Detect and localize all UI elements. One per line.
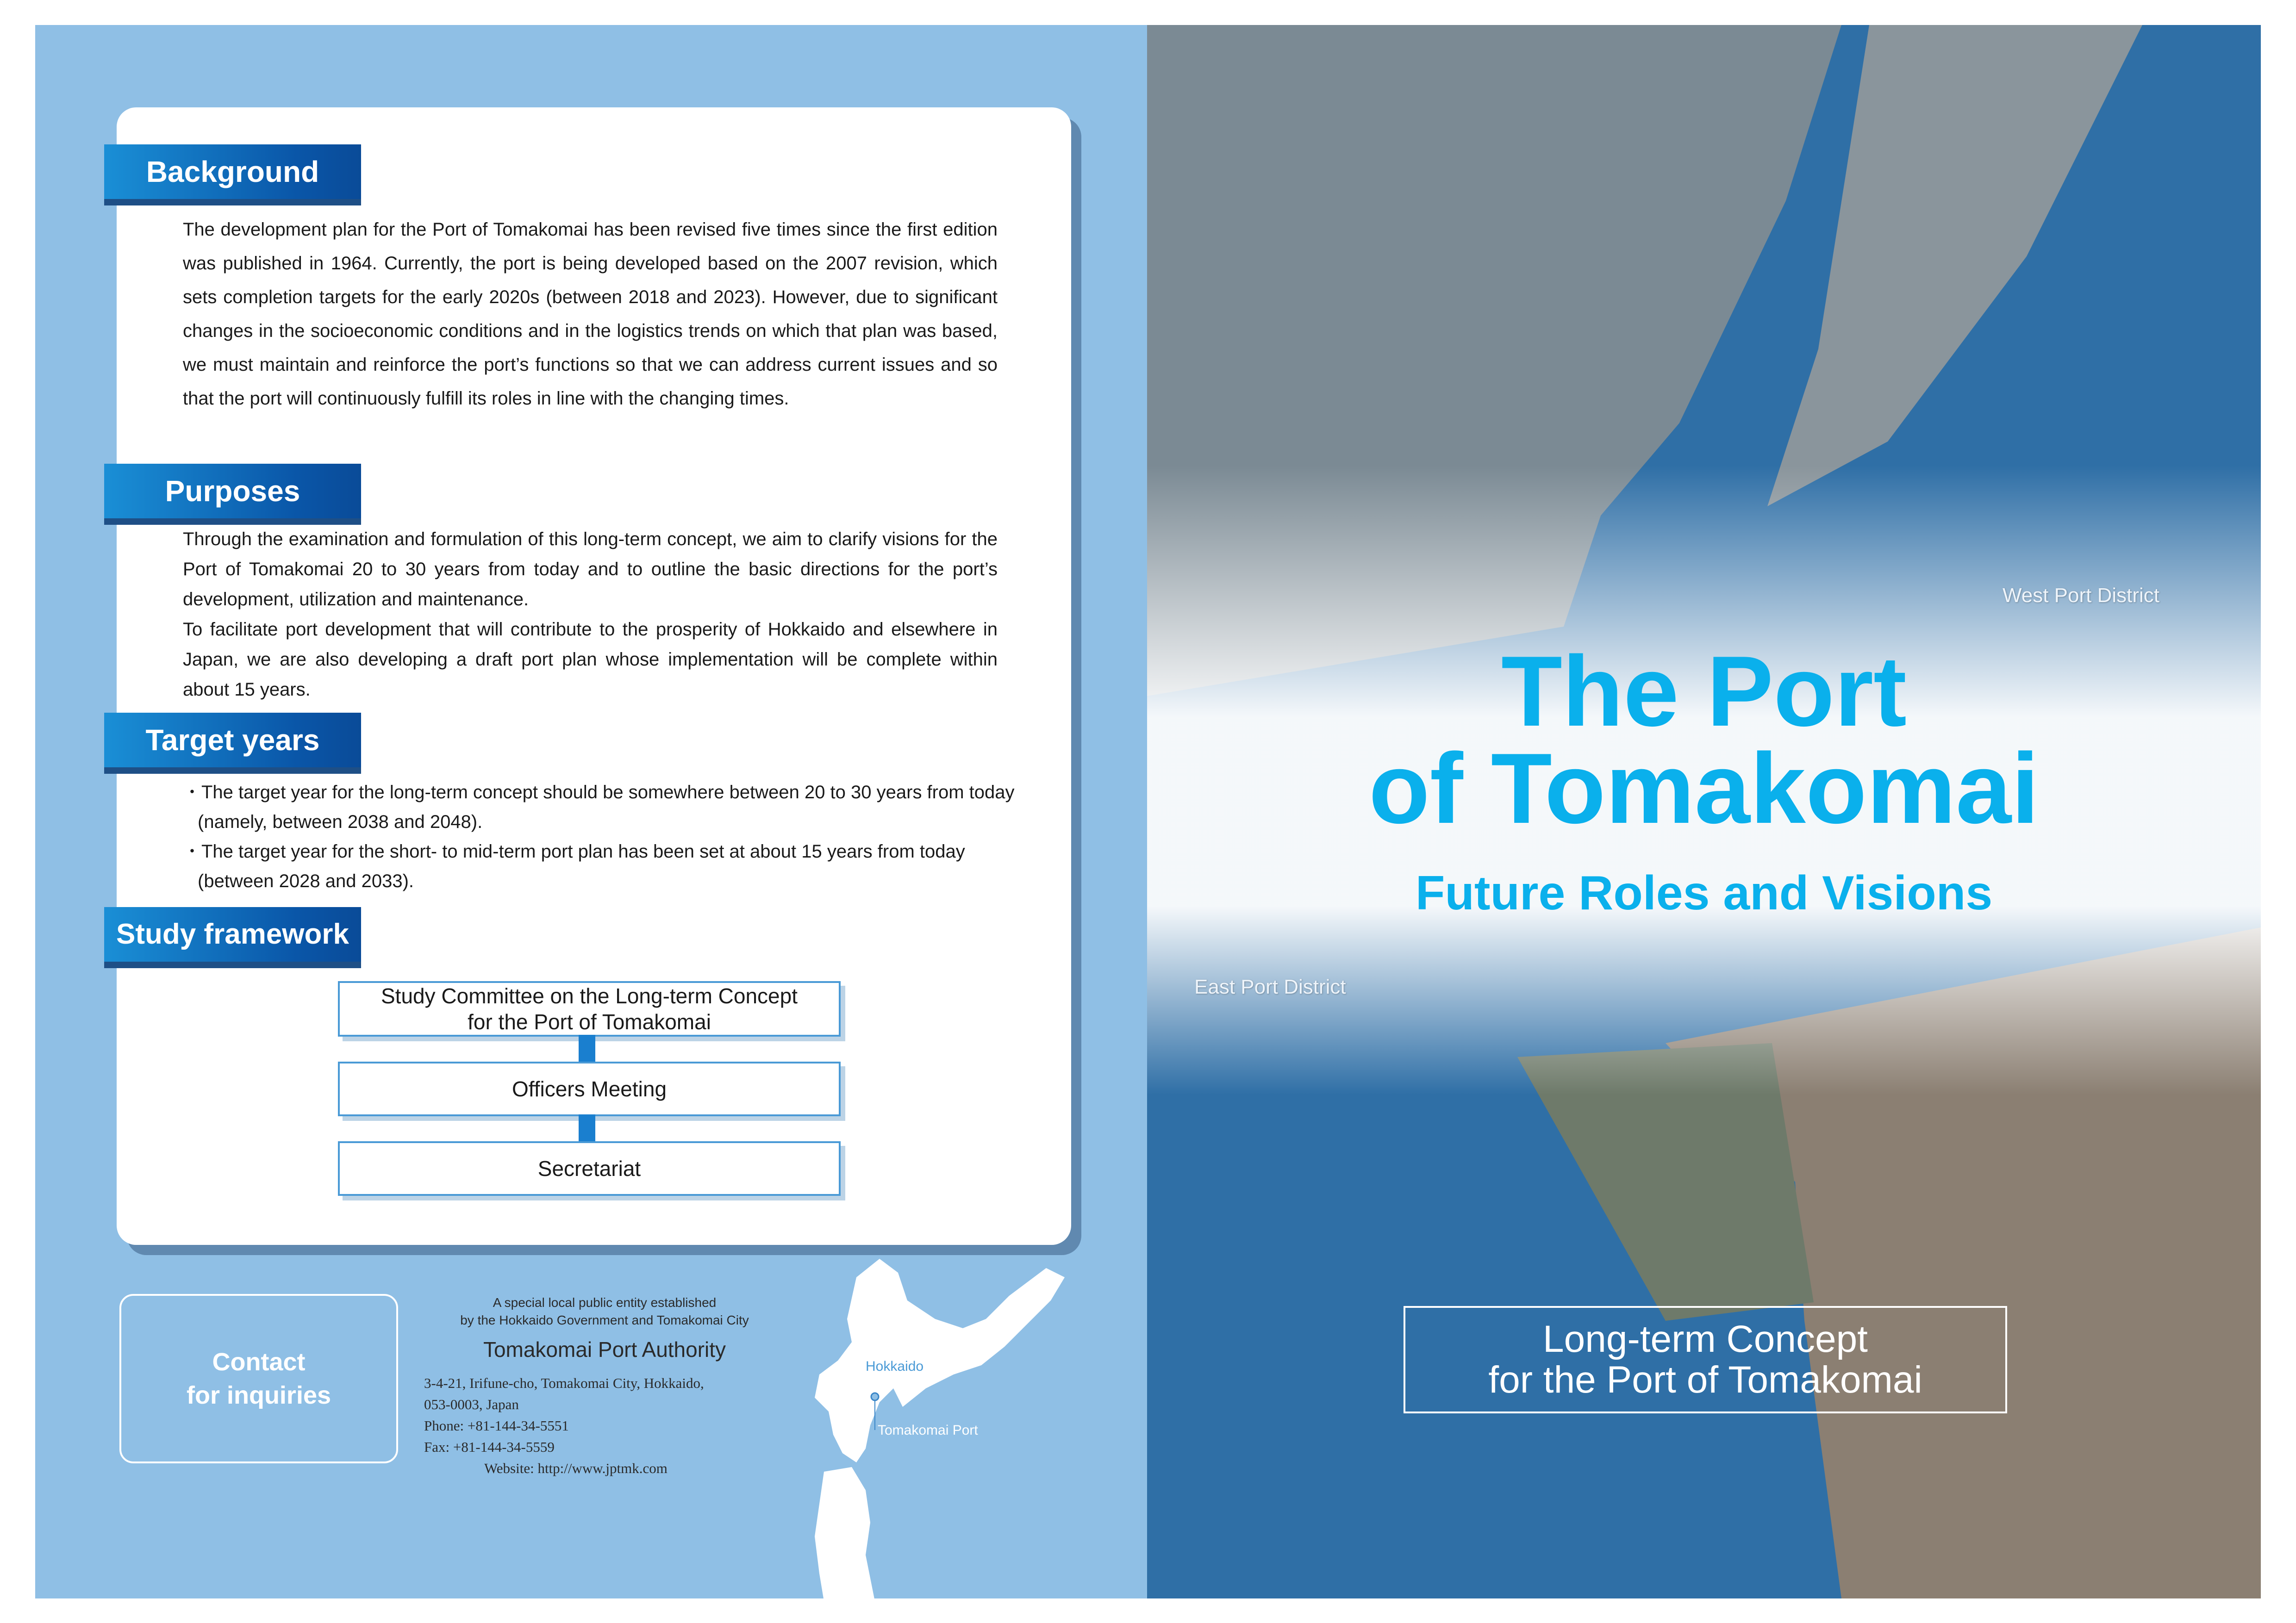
honshu-north [815, 1467, 875, 1601]
background-paragraph: The development plan for the Port of Tomakomai has been revised five times since the first edition was published in 1964. Currently, the port is being developed based on the 2007 revision, which sets completion targets for the early 2020s (between 2018 and 2023). However, due to significant changes in the socioeconomic conditions and in the logistics trends on which that plan was based, we must maintain and reinforce the port’s functions so that we can address current issues and so that the port will continuously fulfill its roles in line with the changing times. [183, 219, 998, 409]
concept-line-2: for the Port of Tomakomai [1488, 1359, 1922, 1401]
east-port-district-label: East Port District [1194, 976, 1346, 998]
heading-study-framework: Study framework [104, 907, 361, 962]
contact-box [119, 1294, 398, 1463]
officers-meeting-box: Officers Meeting [338, 1062, 841, 1116]
purposes-paragraph-1: Through the examination and formulation of this long-term concept, we aim to clarify visions for the Port of Tomakomai 20 to 30 years from today and to outline the basic directions for the port’s development, utilization and maintenance. [183, 529, 998, 609]
cover-title-line-2: of Tomakomai [1368, 732, 2040, 844]
framework-connector-1 [579, 1035, 595, 1062]
authority-name: Tomakomai Port Authority [483, 1337, 726, 1362]
west-port-district-label: West Port District [2003, 584, 2160, 607]
framework-connector-2 [579, 1114, 595, 1141]
hokkaido-label: Hokkaido [866, 1359, 924, 1374]
purposes-text [183, 524, 998, 705]
address-line-1: 3-4-21, Irifune-cho, Tomakomai City, Hokkaido, [424, 1375, 704, 1391]
phone-number: Phone: +81-144-34-5551 [424, 1418, 569, 1434]
port-label: Tomakomai Port [878, 1423, 978, 1438]
heading-target-years: Target years [104, 713, 361, 767]
target-year-bullet-2: ・The target year for the short- to mid-term port plan has been set at about 15 years from today (between 2028 and 2033). [183, 841, 965, 891]
study-committee-line-1: Study Committee on the Long-term Concept [381, 984, 798, 1008]
long-term-concept-box [1404, 1306, 2007, 1413]
target-year-bullet-1: ・The target year for the long-term concept should be somewhere between 20 to 30 years from today (namely, between 2038 and 2048). [183, 782, 1015, 832]
contact-details [424, 1373, 704, 1479]
purposes-paragraph-2: To facilitate port development that will contribute to the prosperity of Hokkaido and elsewhere in Japan, we are also developing a draft port plan whose implementation will be complete within about 15 years. [183, 619, 998, 700]
hokkaido-map [787, 1250, 1148, 1601]
contact-label-line-2: for inquiries [186, 1381, 331, 1409]
study-committee-line-2: for the Port of Tomakomai [468, 1010, 711, 1034]
fax-number: Fax: +81-144-34-5559 [424, 1439, 555, 1455]
heading-background: Background [104, 144, 361, 199]
heading-purposes: Purposes [104, 464, 361, 518]
contact-label-line-1: Contact [212, 1348, 306, 1376]
cover-title-line-1: The Port [1501, 635, 1907, 747]
background-text [183, 213, 998, 416]
address-line-2: 053-0003, Japan [424, 1396, 519, 1412]
concept-line-1: Long-term Concept [1543, 1318, 1868, 1360]
cover-subtitle: Future Roles and Visions [1415, 866, 1993, 920]
website: Website: http://www.jptmk.com [484, 1460, 668, 1476]
study-committee-box [338, 981, 841, 1037]
secretariat-box: Secretariat [338, 1141, 841, 1196]
entity-note-line-2: by the Hokkaido Government and Tomakomai City [460, 1313, 749, 1327]
entity-note-line-1: A special local public entity established [493, 1295, 717, 1310]
target-years-list [183, 777, 1016, 896]
tomakomai-port-marker [871, 1393, 879, 1400]
entity-note [424, 1294, 785, 1329]
